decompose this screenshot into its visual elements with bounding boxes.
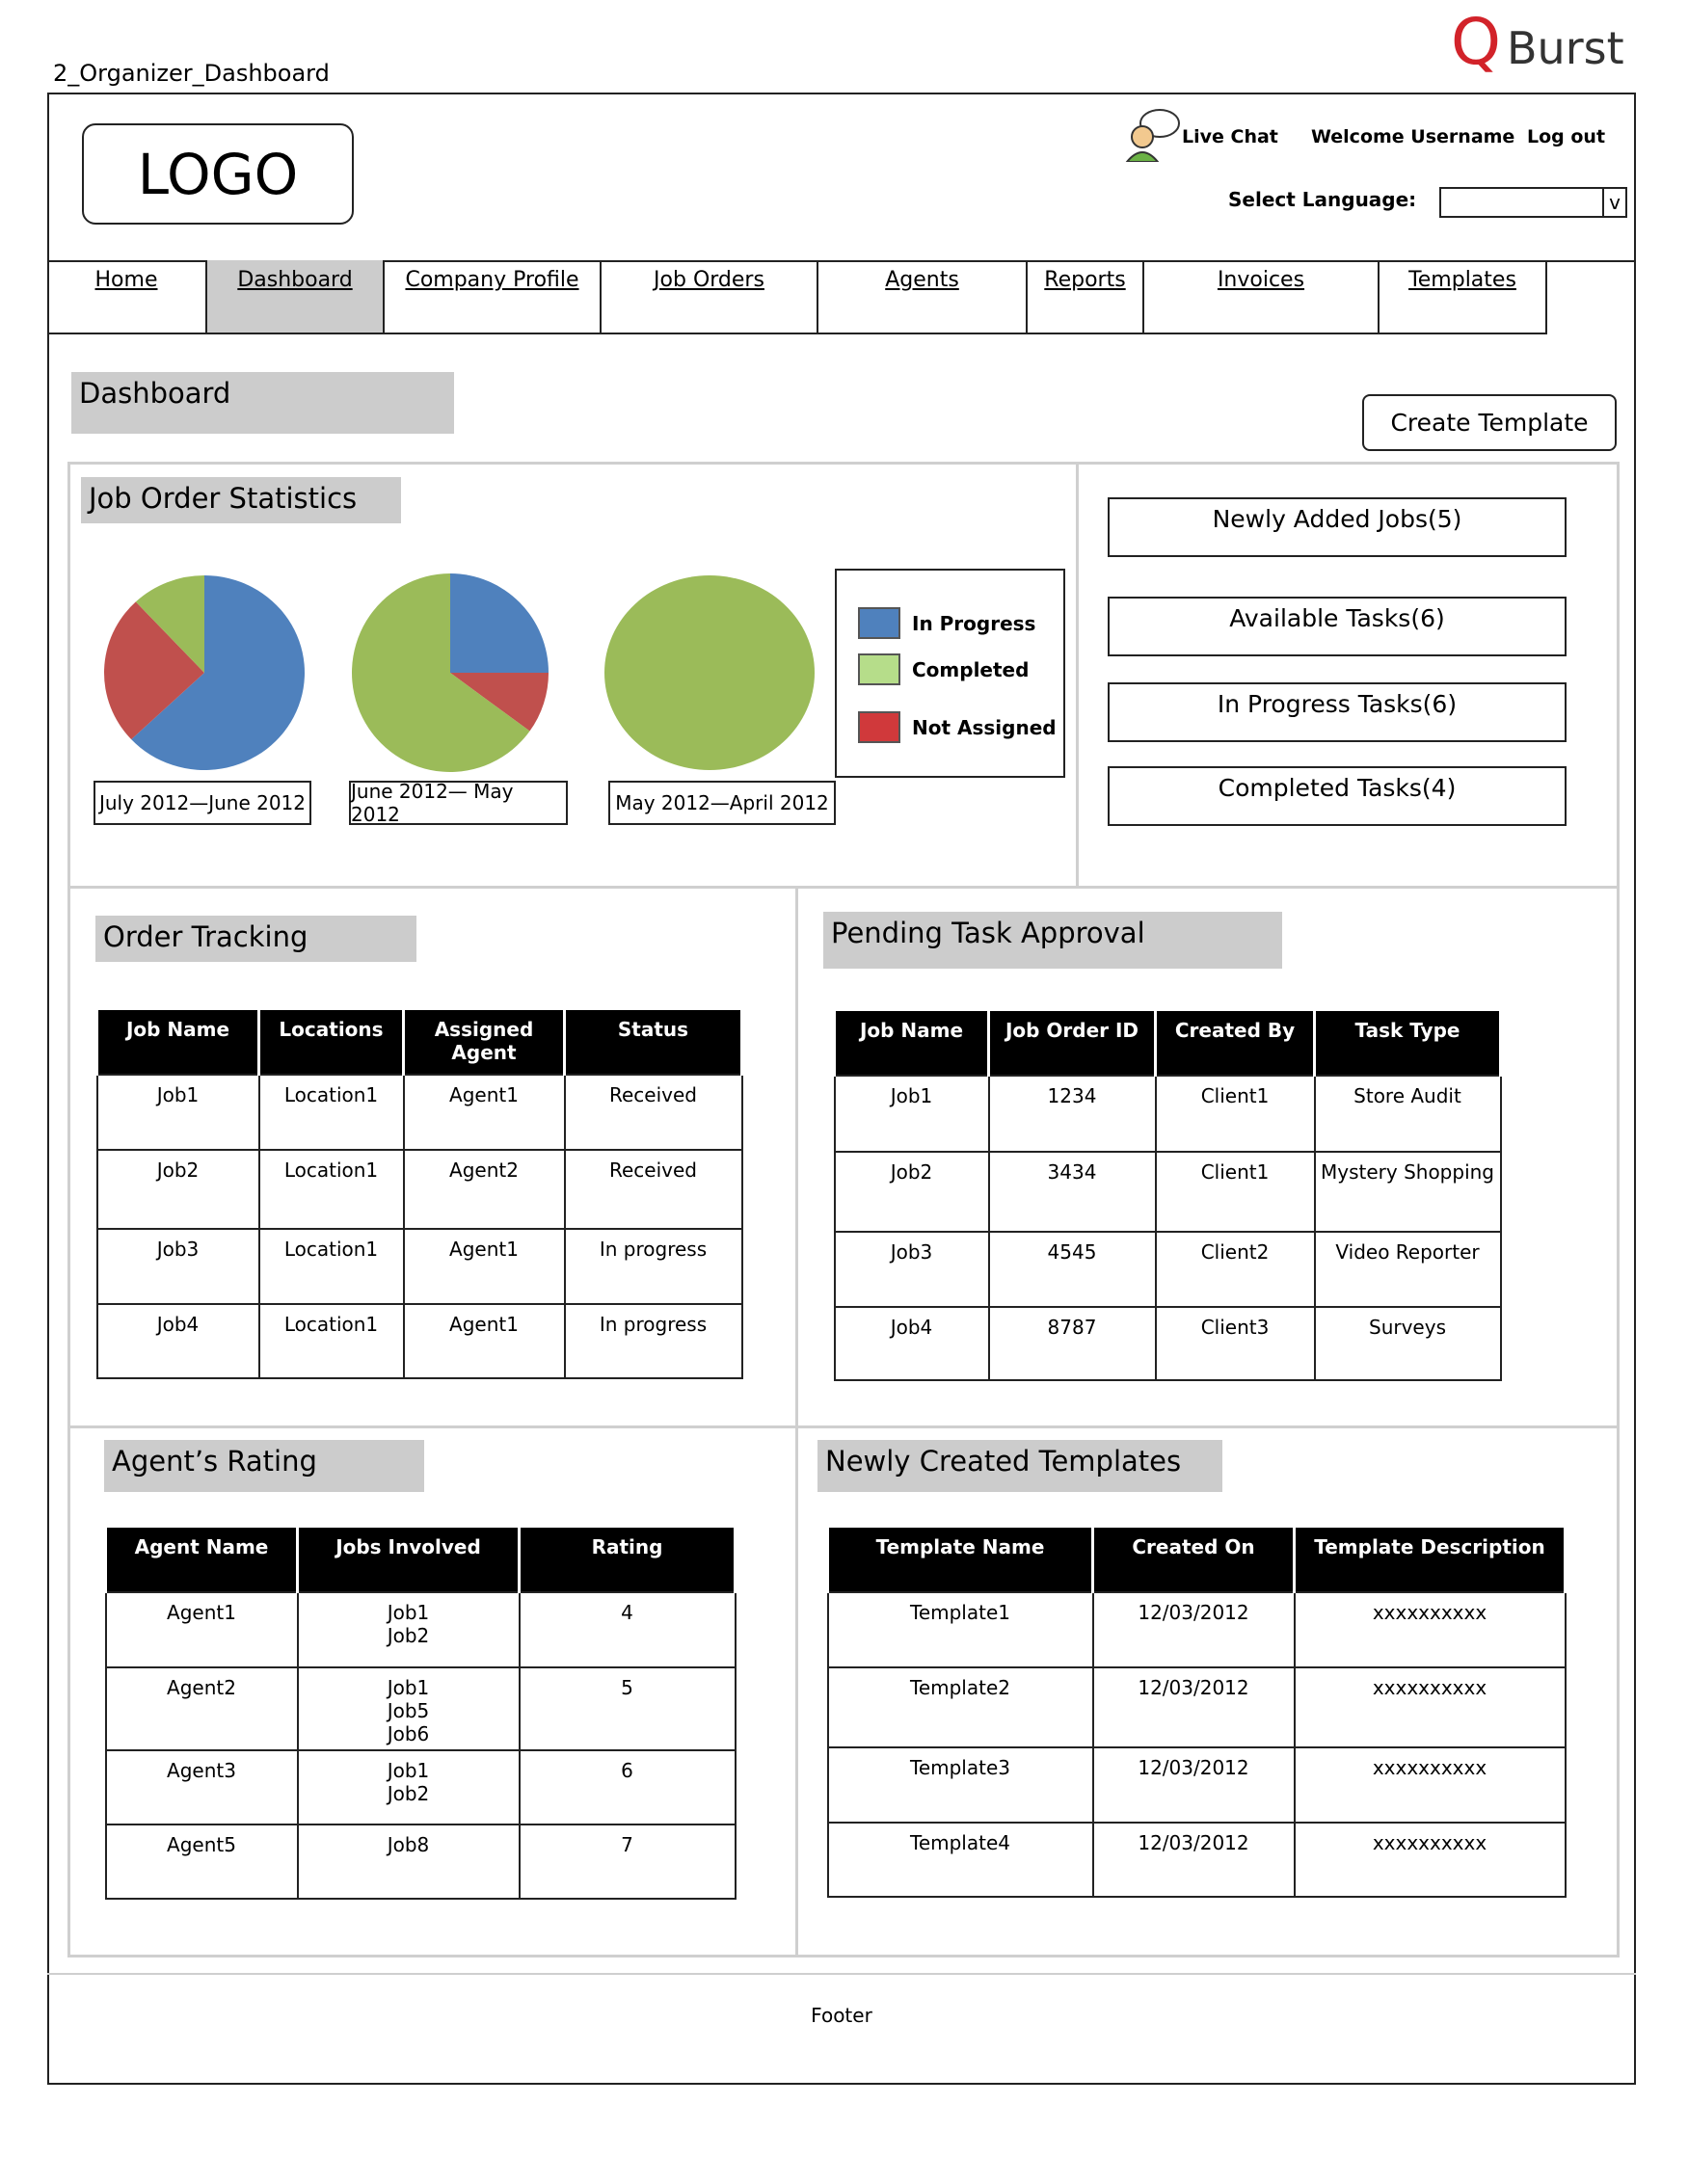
nav-item-job-orders[interactable]: Job Orders: [602, 260, 818, 334]
column-header: Agent Name: [106, 1527, 298, 1593]
table-cell: Agent1: [404, 1075, 565, 1150]
table-cell: Job1: [835, 1076, 989, 1152]
table-cell: [298, 1667, 520, 1750]
pie-legend: [835, 569, 1065, 778]
nav-item-invoices[interactable]: Invoices: [1144, 260, 1380, 334]
pending-tasks-title: Pending Task Approval: [823, 912, 1282, 969]
job-entry: Job6: [387, 1722, 430, 1745]
job-entry: Job8: [387, 1833, 430, 1856]
table-cell: Agent1: [404, 1229, 565, 1304]
table-row[interactable]: [97, 1304, 742, 1378]
table-cell: In progress: [565, 1229, 742, 1304]
table-cell: Template2: [828, 1667, 1093, 1747]
table-row[interactable]: [106, 1592, 736, 1667]
legend-completed: Completed: [858, 653, 1029, 685]
legend-swatch-in-progress: [858, 607, 900, 639]
job-stats-pie-charts: [87, 559, 839, 790]
legend-in-progress: In Progress: [858, 607, 1035, 639]
table-cell: Mystery Shopping: [1315, 1152, 1501, 1232]
table-row[interactable]: [835, 1232, 1501, 1307]
table-cell: [298, 1824, 520, 1899]
table-cell: Agent2: [106, 1667, 298, 1750]
table-row[interactable]: [97, 1075, 742, 1150]
create-template-button[interactable]: Create Template: [1362, 394, 1617, 451]
table-cell: Received: [565, 1075, 742, 1150]
table-cell: Agent2: [404, 1150, 565, 1229]
qburst-logo: [1451, 8, 1644, 85]
table-cell: [298, 1592, 520, 1667]
column-header: Locations: [259, 1009, 404, 1076]
table-cell: xxxxxxxxxx: [1295, 1747, 1566, 1823]
pie-label-2: June 2012— May 2012: [349, 781, 568, 825]
table-row[interactable]: [106, 1824, 736, 1899]
job-entry: Job2: [387, 1782, 430, 1805]
table-cell: Template1: [828, 1592, 1093, 1667]
table-cell: xxxxxxxxxx: [1295, 1592, 1566, 1667]
column-header: Jobs Involved: [298, 1527, 520, 1593]
job-entry: Job1: [387, 1601, 430, 1624]
select-language-label: Select Language:: [1228, 188, 1417, 211]
column-header: Template Name: [828, 1527, 1093, 1593]
table-cell: 4545: [989, 1232, 1156, 1307]
job-entry: Job5: [387, 1699, 430, 1722]
table-cell: 3434: [989, 1152, 1156, 1232]
table-cell: 4: [520, 1592, 736, 1667]
column-header: Assigned Agent: [404, 1009, 565, 1076]
job-entry: Job2: [387, 1624, 430, 1647]
table-cell: Store Audit: [1315, 1076, 1501, 1152]
table-cell: Client3: [1156, 1307, 1315, 1380]
site-logo[interactable]: LOGO: [82, 123, 354, 225]
in-progress-tasks-button[interactable]: In Progress Tasks(6): [1108, 682, 1567, 742]
table-cell: Client2: [1156, 1232, 1315, 1307]
column-header: Status: [565, 1009, 742, 1076]
table-row[interactable]: [828, 1667, 1566, 1747]
table-cell: Job1: [97, 1075, 259, 1150]
table-cell: Job2: [835, 1152, 989, 1232]
column-header: Template Description: [1295, 1527, 1566, 1593]
pie-slice-2-in-progress: [450, 573, 549, 673]
column-header: Job Name: [97, 1009, 259, 1076]
document-title: 2_Organizer_Dashboard: [53, 60, 330, 87]
agent-rating-table: [104, 1525, 737, 1900]
agent-rating-title: Agent’s Rating: [104, 1440, 424, 1492]
table-cell: Template3: [828, 1747, 1093, 1823]
table-row[interactable]: [835, 1076, 1501, 1152]
table-cell: Agent3: [106, 1750, 298, 1824]
pie-label-3: May 2012—April 2012: [608, 781, 836, 825]
live-chat-icon[interactable]: [1123, 108, 1181, 162]
table-cell: Location1: [259, 1150, 404, 1229]
table-cell: Client1: [1156, 1152, 1315, 1232]
order-tracking-table: [95, 1007, 743, 1379]
table-cell: Job4: [835, 1307, 989, 1380]
table-cell: 1234: [989, 1076, 1156, 1152]
pie-label-1: July 2012—June 2012: [94, 781, 311, 825]
table-row[interactable]: [835, 1152, 1501, 1232]
column-header: Task Type: [1315, 1010, 1501, 1077]
job-stats-title: Job Order Statistics: [81, 477, 401, 523]
table-cell: Job3: [97, 1229, 259, 1304]
templates-table: [826, 1525, 1567, 1898]
newly-added-jobs-button[interactable]: Newly Added Jobs(5): [1108, 497, 1567, 557]
table-cell: xxxxxxxxxx: [1295, 1667, 1566, 1747]
table-cell: Surveys: [1315, 1307, 1501, 1380]
table-cell: Agent5: [106, 1824, 298, 1899]
column-header: Created On: [1093, 1527, 1295, 1593]
table-row[interactable]: [106, 1750, 736, 1824]
table-cell: 6: [520, 1750, 736, 1824]
table-cell: In progress: [565, 1304, 742, 1378]
job-entry: Job1: [387, 1676, 430, 1699]
available-tasks-button[interactable]: Available Tasks(6): [1108, 597, 1567, 656]
legend-swatch-not-assigned: [858, 711, 900, 743]
legend-swatch-completed: [858, 653, 900, 685]
live-chat-link[interactable]: Live Chat: [1182, 126, 1278, 147]
table-cell: Client1: [1156, 1076, 1315, 1152]
order-tracking-title: Order Tracking: [95, 916, 416, 962]
language-select[interactable]: [1439, 187, 1627, 218]
pending-tasks-table: [833, 1008, 1502, 1381]
table-cell: Job2: [97, 1150, 259, 1229]
column-header: Job Name: [835, 1010, 989, 1077]
table-row[interactable]: [828, 1747, 1566, 1823]
table-cell: Agent1: [106, 1592, 298, 1667]
qburst-logo-burst: Burst: [1507, 22, 1624, 74]
nav-item-agents[interactable]: Agents: [818, 260, 1028, 334]
table-cell: [298, 1750, 520, 1824]
table-row[interactable]: [835, 1307, 1501, 1380]
table-cell: Agent1: [404, 1304, 565, 1378]
logout-link[interactable]: Log out: [1527, 126, 1606, 147]
chevron-down-icon[interactable]: v: [1602, 189, 1625, 216]
job-entry: Job1: [387, 1759, 430, 1782]
nav-item-templates[interactable]: Templates: [1380, 260, 1547, 334]
pie-slice-3-completed: [604, 575, 815, 770]
templates-title: Newly Created Templates: [817, 1440, 1222, 1492]
qburst-logo-q: Q: [1451, 8, 1501, 79]
completed-tasks-button[interactable]: Completed Tasks(4): [1108, 766, 1567, 826]
table-row[interactable]: [97, 1150, 742, 1229]
table-row[interactable]: [828, 1823, 1566, 1897]
table-cell: Job4: [97, 1304, 259, 1378]
main-nav: [47, 260, 1547, 334]
table-cell: Location1: [259, 1229, 404, 1304]
table-row[interactable]: [97, 1229, 742, 1304]
table-row[interactable]: [828, 1592, 1566, 1667]
table-cell: 12/03/2012: [1093, 1667, 1295, 1747]
table-cell: 12/03/2012: [1093, 1823, 1295, 1897]
nav-item-home[interactable]: Home: [47, 260, 207, 334]
table-cell: Location1: [259, 1075, 404, 1150]
legend-not-assigned: Not Assigned: [858, 711, 1057, 743]
table-cell: xxxxxxxxxx: [1295, 1823, 1566, 1897]
table-cell: 12/03/2012: [1093, 1747, 1295, 1823]
nav-item-company-profile[interactable]: Company Profile: [385, 260, 602, 334]
footer: Footer: [47, 1973, 1636, 2085]
welcome-username: Welcome Username: [1311, 126, 1515, 147]
table-cell: 7: [520, 1824, 736, 1899]
table-cell: 5: [520, 1667, 736, 1750]
nav-item-dashboard[interactable]: Dashboard: [207, 260, 385, 334]
column-header: Rating: [520, 1527, 736, 1593]
column-header: Job Order ID: [989, 1010, 1156, 1077]
nav-item-reports[interactable]: Reports: [1028, 260, 1144, 334]
table-row[interactable]: [106, 1667, 736, 1750]
table-cell: Location1: [259, 1304, 404, 1378]
table-cell: Job3: [835, 1232, 989, 1307]
table-cell: Video Reporter: [1315, 1232, 1501, 1307]
column-header: Created By: [1156, 1010, 1315, 1077]
page-title: Dashboard: [71, 372, 454, 434]
table-cell: Template4: [828, 1823, 1093, 1897]
table-cell: Received: [565, 1150, 742, 1229]
table-cell: 12/03/2012: [1093, 1592, 1295, 1667]
table-cell: 8787: [989, 1307, 1156, 1380]
